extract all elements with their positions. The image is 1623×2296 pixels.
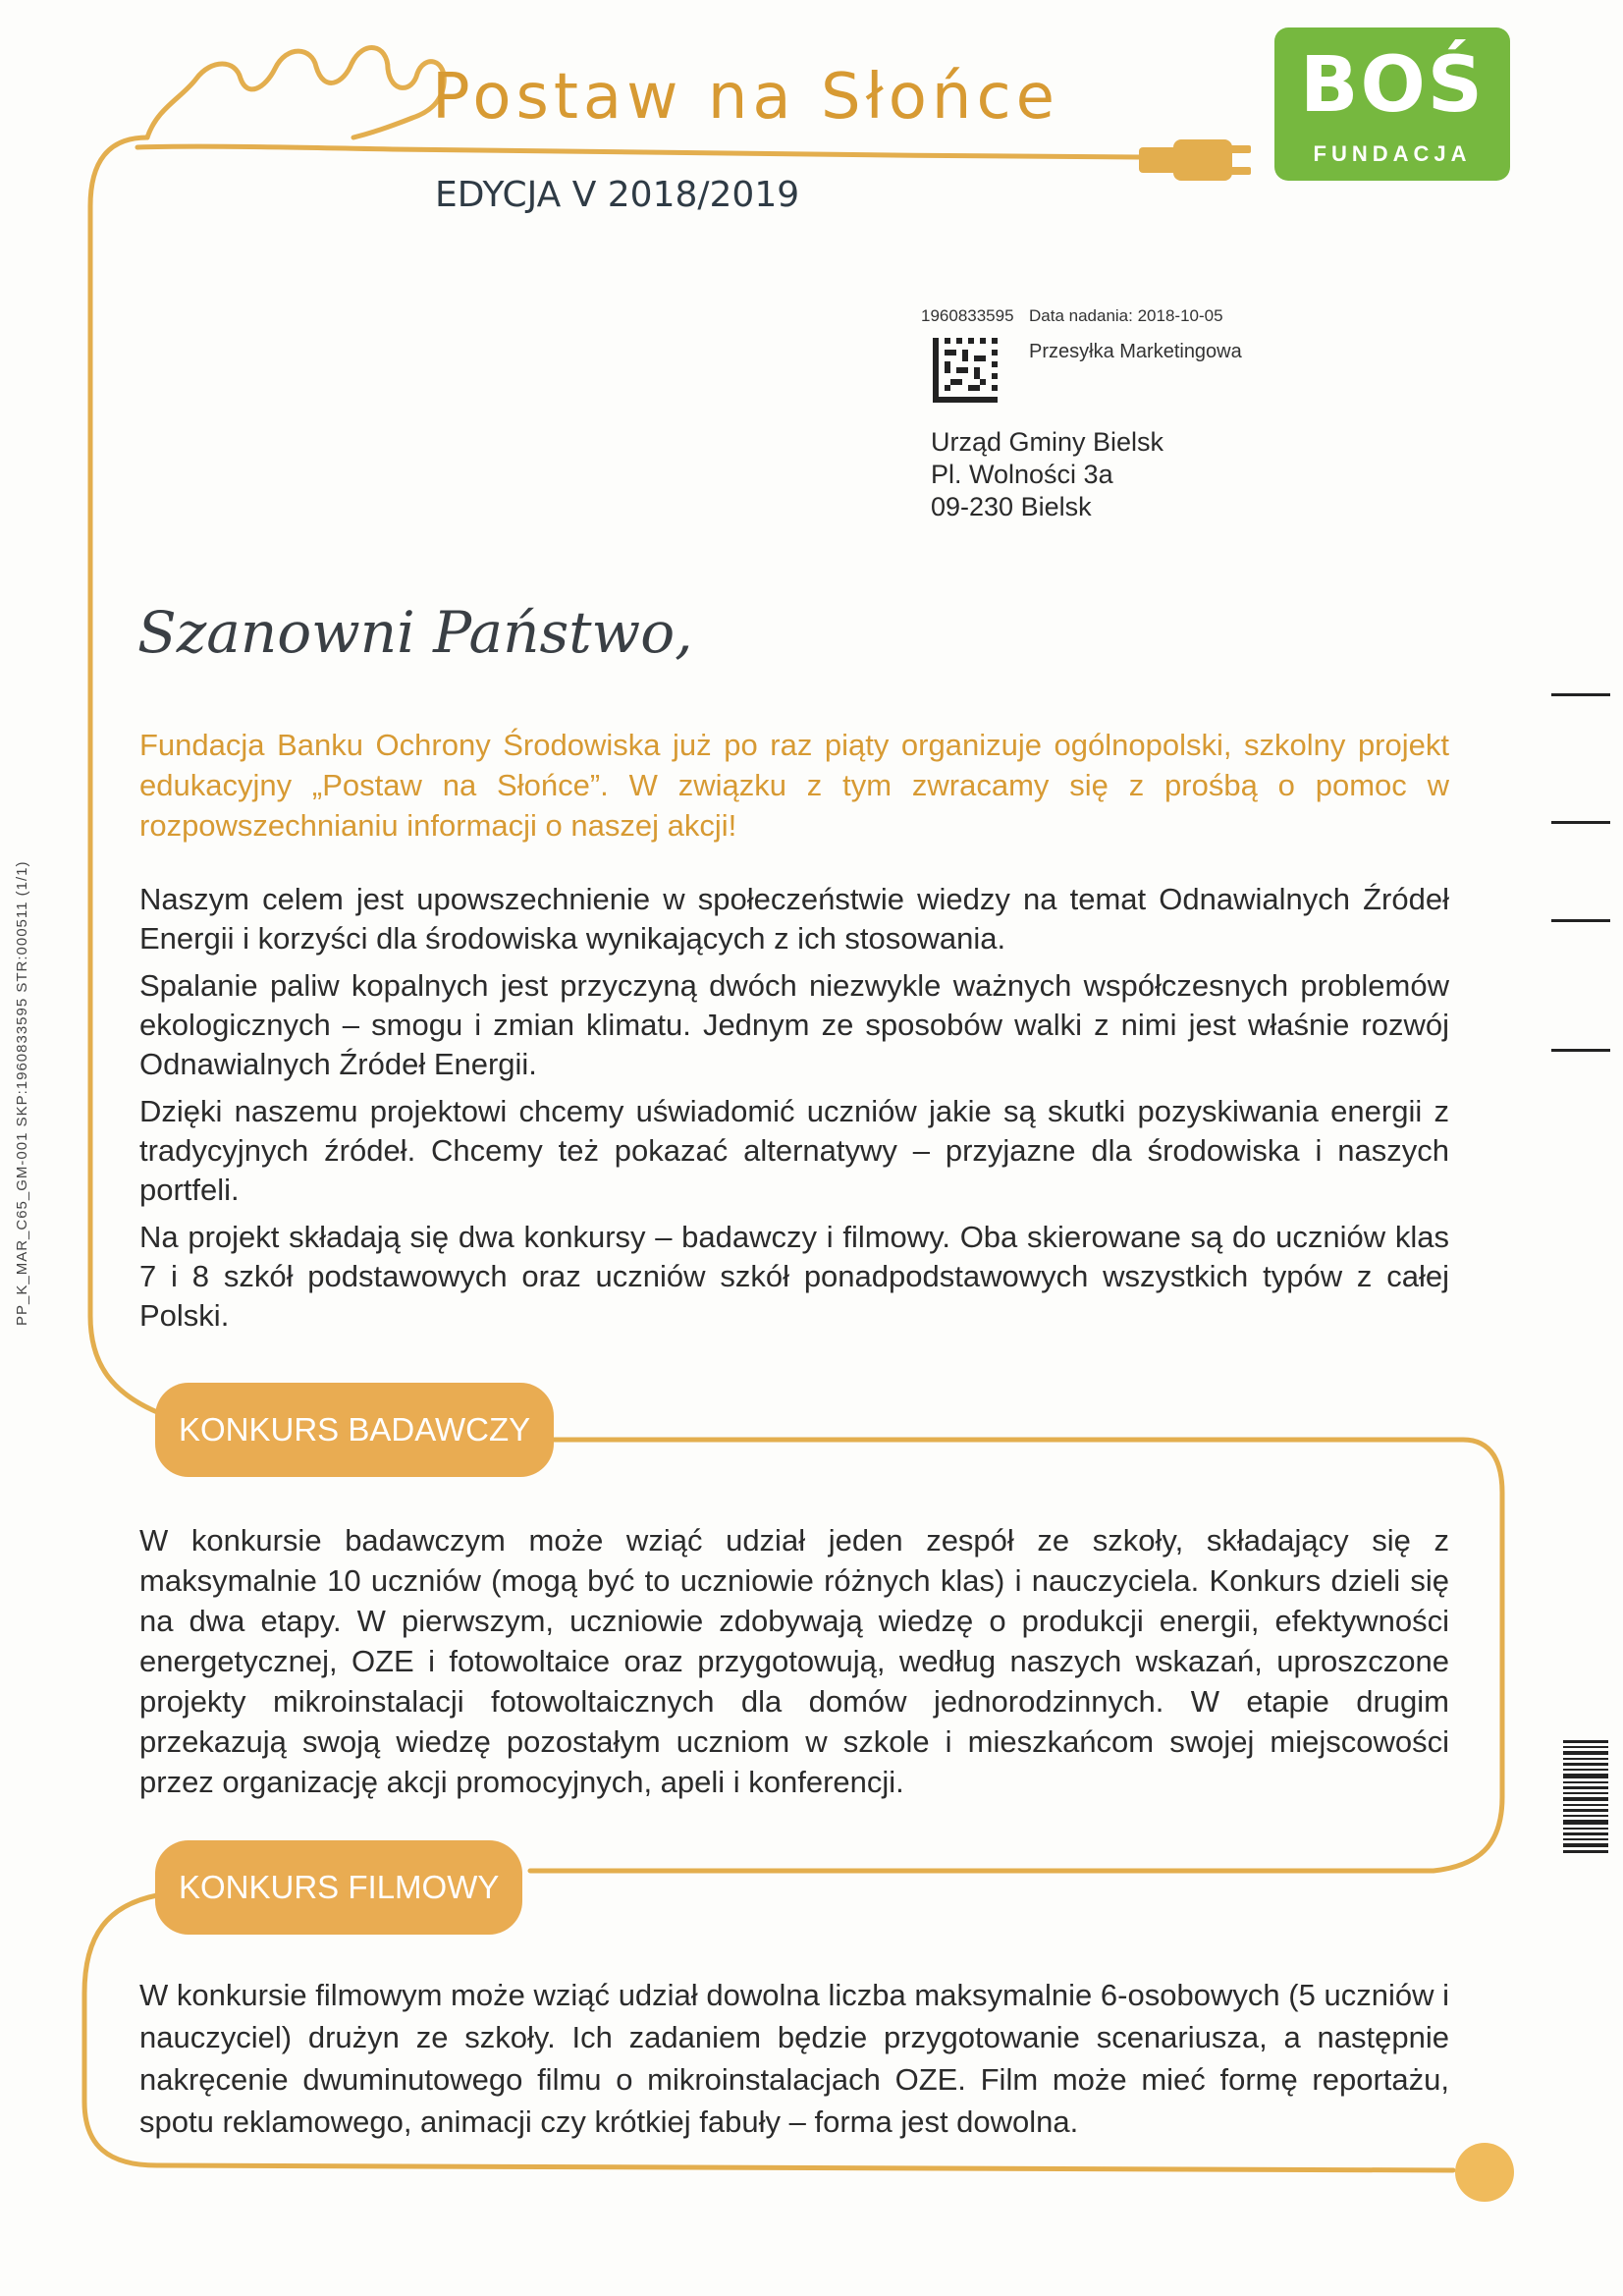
intro-section bbox=[139, 880, 1449, 1343]
barcode-icon bbox=[1563, 1740, 1608, 1856]
fold-mark bbox=[1551, 693, 1610, 696]
logo-text: BOŚ bbox=[1300, 41, 1485, 130]
research-contest-badge: KONKURS BADAWCZY bbox=[155, 1383, 554, 1477]
intro-paragraph: Na projekt składają się dwa konkursy – badawczy i filmowy. Oba skierowane są do uczniów klas 7 i 8 szkół podstawowych oraz uczniów szkół ponadpodstawowych wszystkich typów z całej Polski. bbox=[139, 1220, 1449, 1333]
intro-paragraph: Spalanie paliw kopalnych jest przyczyną dwóch niezwykle ważnych współczesnych problemów ekologicznych – smogu i zmian klimatu. Jednym ze sposobów walki z nimi jest właśnie rozwój Odnawialnych Źródeł Energii. bbox=[139, 968, 1449, 1081]
fold-mark bbox=[1551, 919, 1610, 922]
film-contest-badge: KONKURS FILMOWY bbox=[155, 1840, 522, 1935]
intro-paragraph: Naszym celem jest upowszechnienie w społeczeństwie wiedzy na temat Odnawialnych Źródeł Energii i korzyści dla środowiska wynikających z ich stosowania. bbox=[139, 882, 1449, 956]
shipment-type: Przesyłka Marketingowa bbox=[1029, 341, 1242, 362]
lead-paragraph: Fundacja Banku Ochrony Środowiska już po raz piąty organizuje ogólnopolski, szkolny projekt edukacyjny „Postaw na Słońce”. W związku z tym zwracamy się z prośbą o pomoc w rozpowszechnianiu informacji o naszej akcji! bbox=[139, 728, 1449, 843]
research-contest-text: W konkursie badawczym może wziąć udział jeden zespół ze szkoły, składający się z maksymalnie 10 uczniów (mogą być to uczniowie różnych klas) i nauczyciela. Konkurs dzieli się na dwa etapy. W pierwszym, uczniowie zdobywają wiedzę o produkcji energii, efektywności energetycznej, OZE i fotowoltaice oraz przygotowują, według naszych wskazań, uproszczone projekty mikroinstalacji fotowoltaicznych dla domów jednorodzinnych. W etapie drugim przekazują swoją wiedzę pozostałym uczniom w szkole i mieszkańcom swojej miejscowości przez organizację akcji promocyjnych, apeli i konferencji. bbox=[139, 1523, 1449, 1799]
cable-end-dot bbox=[1455, 2143, 1514, 2202]
fold-mark bbox=[1551, 1049, 1610, 1052]
side-tracking-code: PP_K_MAR_C65_GM-001 SKP:1960833595 STR:000511 (1/1) bbox=[14, 860, 30, 1326]
logo-subtext: FUNDACJA bbox=[1313, 141, 1472, 166]
salutation: Szanowni Państwo, bbox=[137, 599, 693, 666]
recipient-street: Pl. Wolności 3a bbox=[931, 460, 1113, 489]
recipient-city: 09-230 Bielsk bbox=[931, 492, 1092, 521]
edition-label: EDYCJA V 2018/2019 bbox=[435, 175, 800, 215]
posting-date: Data nadania: 2018-10-05 bbox=[1029, 306, 1223, 325]
film-contest-text: W konkursie filmowym może wziąć udział dowolna liczba maksymalnie 6-osobowych (5 uczniów i nauczyciel) drużyn ze szkoły. Ich zadaniem będzie przygotowanie scenariusza, a następnie nakręcenie dwuminutowego filmu o mikroinstalacjach OZE. Film może mieć formę reportażu, spotu reklamowego, animacji czy krótkiej fabuły – forma jest dowolna. bbox=[139, 1978, 1449, 2139]
sun-waves-decoration bbox=[147, 48, 444, 137]
plug-icon bbox=[1139, 139, 1251, 181]
bos-foundation-logo bbox=[1274, 27, 1510, 181]
campaign-title: Postaw na Słońce bbox=[432, 61, 1060, 134]
recipient-name: Urząd Gminy Bielsk bbox=[931, 427, 1164, 457]
fold-mark bbox=[1551, 821, 1610, 824]
datamatrix-code-icon bbox=[933, 338, 998, 403]
intro-paragraph: Dzięki naszemu projektowi chcemy uświadomić uczniów jakie są skutki pozyskiwania energii z tradycyjnych źródeł. Chcemy też pokazać alternatywy – przyjazne dla środowiska i naszych portfeli. bbox=[139, 1094, 1449, 1207]
recipient-address bbox=[931, 426, 1163, 523]
postal-code-number: 1960833595 bbox=[921, 306, 1014, 325]
